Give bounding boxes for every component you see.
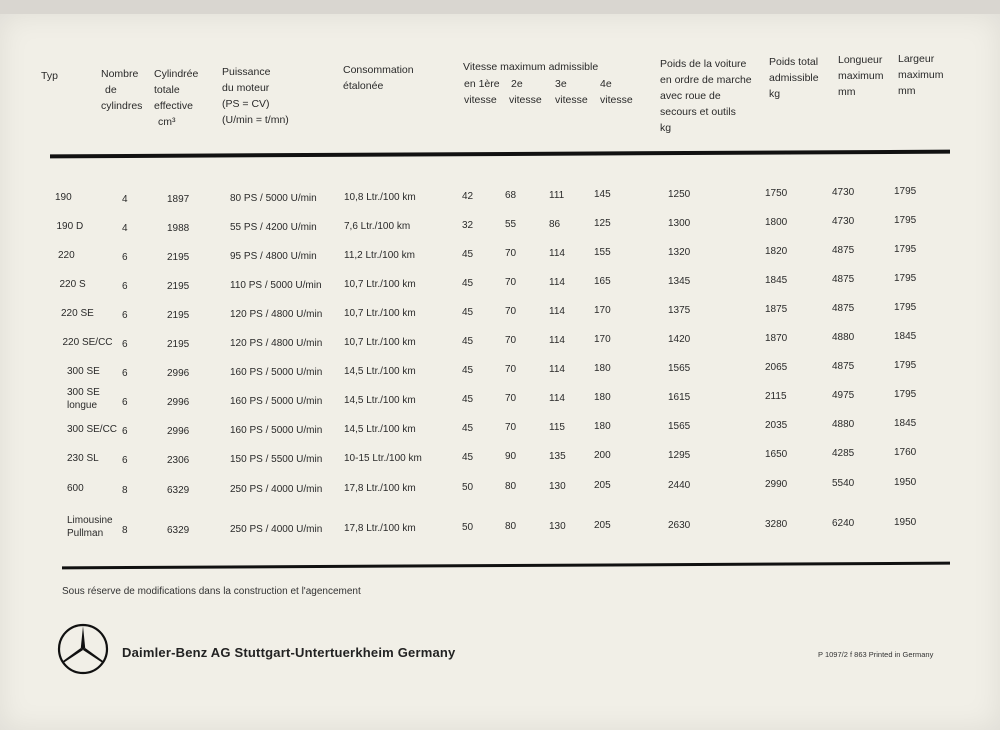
row-long: 5540 bbox=[832, 477, 855, 489]
row-ptotal: 1870 bbox=[765, 332, 788, 344]
row-poids: 2440 bbox=[668, 479, 691, 491]
row-v4: 180 bbox=[594, 363, 611, 375]
row-v2: 70 bbox=[505, 393, 517, 405]
row-long: 4880 bbox=[832, 418, 855, 430]
row-ps: 160 PS / 5000 U/min bbox=[230, 395, 323, 407]
row-v1: 50 bbox=[462, 481, 474, 493]
row-cons: 11,2 Ltr./100 km bbox=[344, 249, 415, 261]
row-v2: 55 bbox=[505, 219, 517, 231]
mercedes-star-icon bbox=[57, 623, 109, 675]
row-v2: 70 bbox=[505, 422, 517, 434]
row-cm3: 2996 bbox=[167, 367, 190, 379]
row-ps: 120 PS / 4800 U/min bbox=[230, 308, 323, 320]
header-cylindree: Cylindrée totale effective cm³ bbox=[154, 68, 199, 128]
row-cons: 7,6 Ltr./100 km bbox=[344, 220, 411, 232]
row-cons: 10,8 Ltr./100 km bbox=[344, 191, 416, 203]
row-ps: 80 PS / 5000 U/min bbox=[230, 192, 317, 204]
row-larg: 1795 bbox=[894, 244, 917, 256]
row-poids: 1615 bbox=[668, 391, 691, 403]
row-typ bbox=[57, 220, 84, 233]
row-typ-line: longue bbox=[67, 400, 98, 411]
row-cm3: 1988 bbox=[167, 222, 190, 234]
company-name: Daimler-Benz AG Stuttgart-Untertuerkheim Germany bbox=[122, 645, 456, 660]
header-typ: Typ bbox=[41, 70, 58, 82]
row-cyl: 6 bbox=[122, 425, 128, 437]
row-poids: 1565 bbox=[668, 362, 691, 374]
row-v3: 114 bbox=[549, 334, 565, 346]
row-typ bbox=[55, 191, 72, 204]
row-v4: 200 bbox=[594, 450, 611, 462]
row-v1: 45 bbox=[462, 393, 474, 405]
row-typ bbox=[67, 482, 84, 495]
row-cons: 17,8 Ltr./100 km bbox=[344, 522, 416, 534]
row-v2: 68 bbox=[505, 190, 517, 202]
row-typ-line: 300 SE bbox=[67, 366, 100, 377]
row-typ-line: 600 bbox=[67, 483, 84, 494]
row-v3: 114 bbox=[549, 247, 565, 259]
row-v1: 45 bbox=[462, 277, 474, 289]
row-larg: 1950 bbox=[894, 477, 917, 489]
print-code: P 1097/2 f 863 Printed in Germany bbox=[818, 650, 934, 659]
row-ptotal: 3280 bbox=[765, 518, 788, 530]
row-v2: 70 bbox=[505, 248, 517, 260]
row-v1: 32 bbox=[462, 219, 474, 231]
row-cyl: 6 bbox=[122, 251, 128, 263]
row-v1: 45 bbox=[462, 306, 474, 318]
row-cons: 14,5 Ltr./100 km bbox=[344, 365, 416, 377]
row-poids: 2630 bbox=[668, 519, 691, 531]
row-ptotal: 1820 bbox=[765, 245, 788, 257]
row-cons: 17,8 Ltr./100 km bbox=[344, 482, 416, 494]
row-v1: 45 bbox=[462, 248, 474, 260]
header-poids-voiture: Poids de la voiture en ordre de marche avec roue de secours et outils kg bbox=[660, 58, 752, 134]
row-long: 4875 bbox=[832, 273, 855, 285]
row-v2: 70 bbox=[505, 335, 517, 347]
row-cm3: 2195 bbox=[167, 251, 190, 263]
row-poids: 1420 bbox=[668, 333, 691, 345]
row-typ bbox=[67, 514, 113, 540]
row-ptotal: 2035 bbox=[765, 419, 788, 431]
row-cm3: 2306 bbox=[167, 454, 190, 466]
row-ptotal: 1875 bbox=[765, 303, 788, 315]
row-ps: 250 PS / 4000 U/min bbox=[230, 483, 323, 495]
spec-sheet bbox=[0, 14, 1000, 730]
row-typ-line: 300 SE bbox=[67, 387, 100, 398]
row-ptotal: 2065 bbox=[765, 361, 788, 373]
row-long: 4285 bbox=[832, 447, 855, 459]
header-vitesse-2: 2e vitesse bbox=[509, 78, 542, 106]
row-v1: 45 bbox=[462, 364, 474, 376]
row-larg: 1760 bbox=[894, 447, 917, 459]
header-puissance: Puissance du moteur (PS = CV) (U/min = t/mn) bbox=[222, 66, 289, 126]
row-long: 4880 bbox=[832, 331, 855, 343]
row-v4: 170 bbox=[594, 334, 611, 346]
row-v3: 114 bbox=[549, 363, 565, 375]
row-v4: 145 bbox=[594, 189, 611, 201]
row-cm3: 2195 bbox=[167, 338, 190, 350]
row-cyl: 6 bbox=[122, 454, 128, 466]
row-v1: 45 bbox=[462, 422, 474, 434]
header-nombre: Nombre de cylindres bbox=[101, 68, 143, 112]
row-v3: 130 bbox=[549, 520, 566, 532]
row-cyl: 6 bbox=[122, 338, 128, 350]
row-cyl: 4 bbox=[122, 193, 128, 205]
header-rule bbox=[50, 150, 950, 159]
row-v3: 114 bbox=[549, 305, 565, 317]
row-typ bbox=[63, 336, 113, 349]
row-larg: 1795 bbox=[894, 186, 917, 198]
row-ptotal: 1750 bbox=[765, 187, 788, 199]
row-v1: 50 bbox=[462, 521, 474, 533]
row-cm3: 2996 bbox=[167, 425, 190, 437]
header-consommation: Consommation étalonée bbox=[343, 64, 414, 92]
row-cyl: 6 bbox=[122, 280, 128, 292]
row-ps: 110 PS / 5000 U/min bbox=[230, 279, 322, 291]
row-poids: 1295 bbox=[668, 449, 691, 461]
row-cm3: 2996 bbox=[167, 396, 190, 408]
row-typ-line: 190 bbox=[55, 192, 72, 203]
row-v4: 165 bbox=[594, 276, 611, 288]
row-typ-line: 230 SL bbox=[67, 453, 99, 464]
row-typ bbox=[60, 278, 86, 291]
row-v1: 45 bbox=[462, 451, 474, 463]
row-larg: 1795 bbox=[894, 360, 917, 372]
row-v3: 86 bbox=[549, 218, 561, 230]
header-vitesse-3: 3e vitesse bbox=[555, 78, 588, 106]
header-vitesse-title: Vitesse maximum admissible bbox=[463, 61, 599, 73]
row-v2: 70 bbox=[505, 364, 517, 376]
row-typ bbox=[61, 307, 94, 320]
row-v2: 90 bbox=[505, 451, 517, 463]
header-largeur: Largeur maximum mm bbox=[898, 53, 944, 97]
row-cm3: 6329 bbox=[167, 524, 190, 536]
row-ptotal: 1650 bbox=[765, 448, 788, 460]
row-typ-line: 190 D bbox=[56, 221, 84, 232]
row-typ-line: Limousine bbox=[67, 515, 113, 526]
row-cons: 14,5 Ltr./100 km bbox=[344, 423, 416, 435]
row-typ-line: 220 S bbox=[59, 279, 86, 290]
header-vitesse-1: en 1ère vitesse bbox=[464, 78, 500, 106]
row-poids: 1565 bbox=[668, 420, 691, 432]
row-ptotal: 1800 bbox=[765, 216, 788, 228]
row-ps: 55 PS / 4200 U/min bbox=[230, 221, 317, 233]
row-poids: 1375 bbox=[668, 304, 691, 316]
row-larg: 1795 bbox=[894, 389, 917, 401]
row-cons: 10,7 Ltr./100 km bbox=[344, 336, 416, 348]
row-ps: 95 PS / 4800 U/min bbox=[230, 250, 317, 262]
row-typ-line: 220 bbox=[58, 250, 75, 261]
row-cons: 14,5 Ltr./100 km bbox=[344, 394, 416, 406]
row-v4: 170 bbox=[594, 305, 611, 317]
row-cm3: 2195 bbox=[167, 309, 190, 321]
header-vitesse-4: 4e vitesse bbox=[600, 78, 633, 106]
row-v1: 45 bbox=[462, 335, 474, 347]
row-typ bbox=[67, 423, 117, 436]
row-v2: 70 bbox=[505, 306, 517, 318]
row-cm3: 6329 bbox=[167, 484, 190, 496]
row-ps: 120 PS / 4800 U/min bbox=[230, 337, 323, 349]
row-larg: 1845 bbox=[894, 418, 917, 430]
row-cons: 10-15 Ltr./100 km bbox=[344, 452, 422, 464]
row-ps: 160 PS / 5000 U/min bbox=[230, 366, 323, 378]
row-v4: 125 bbox=[594, 218, 611, 230]
row-cyl: 8 bbox=[122, 524, 128, 536]
row-typ bbox=[67, 452, 99, 465]
row-v4: 180 bbox=[594, 392, 611, 404]
row-cyl: 6 bbox=[122, 396, 128, 408]
row-larg: 1795 bbox=[894, 215, 917, 227]
footnote: Sous réserve de modifications dans la construction et l'agencement bbox=[62, 586, 361, 597]
row-larg: 1950 bbox=[894, 517, 917, 529]
row-long: 4730 bbox=[832, 215, 855, 227]
row-cm3: 2195 bbox=[167, 280, 190, 292]
row-v2: 80 bbox=[505, 521, 517, 533]
row-v3: 114 bbox=[549, 392, 565, 404]
row-cm3: 1897 bbox=[167, 193, 190, 205]
row-typ-line: 220 SE/CC bbox=[62, 337, 113, 348]
row-poids: 1345 bbox=[668, 275, 691, 287]
row-typ bbox=[67, 365, 100, 378]
row-typ-line: Pullman bbox=[67, 528, 104, 539]
row-long: 6240 bbox=[832, 517, 855, 529]
row-long: 4875 bbox=[832, 302, 855, 314]
row-long: 4875 bbox=[832, 244, 855, 256]
row-v4: 155 bbox=[594, 247, 611, 259]
footer-rule bbox=[62, 562, 950, 570]
row-v2: 80 bbox=[505, 481, 517, 493]
row-v3: 135 bbox=[549, 450, 566, 462]
row-ptotal: 2115 bbox=[765, 390, 787, 402]
row-v3: 111 bbox=[549, 189, 565, 201]
row-v4: 180 bbox=[594, 421, 611, 433]
row-poids: 1320 bbox=[668, 246, 691, 258]
row-ps: 250 PS / 4000 U/min bbox=[230, 523, 323, 535]
row-poids: 1300 bbox=[668, 217, 691, 229]
row-typ-line: 220 SE bbox=[61, 308, 94, 319]
row-larg: 1845 bbox=[894, 331, 917, 343]
row-typ bbox=[67, 386, 100, 412]
row-long: 4730 bbox=[832, 186, 855, 198]
row-ptotal: 2990 bbox=[765, 478, 788, 490]
row-larg: 1795 bbox=[894, 302, 917, 314]
row-typ bbox=[58, 249, 75, 262]
row-v4: 205 bbox=[594, 480, 611, 492]
header-longueur: Longueur maximum mm bbox=[838, 54, 884, 98]
row-cyl: 6 bbox=[122, 367, 128, 379]
row-cons: 10,7 Ltr./100 km bbox=[344, 278, 416, 290]
header-poids-total: Poids total admissible kg bbox=[769, 56, 819, 100]
row-v4: 205 bbox=[594, 520, 611, 532]
row-long: 4975 bbox=[832, 389, 855, 401]
row-cyl: 6 bbox=[122, 309, 128, 321]
row-v2: 70 bbox=[505, 277, 517, 289]
row-cyl: 8 bbox=[122, 484, 128, 496]
row-typ-line: 300 SE/CC bbox=[67, 424, 118, 435]
row-cons: 10,7 Ltr./100 km bbox=[344, 307, 416, 319]
row-larg: 1795 bbox=[894, 273, 917, 285]
row-v3: 130 bbox=[549, 480, 566, 492]
row-ptotal: 1845 bbox=[765, 274, 788, 286]
row-v1: 42 bbox=[462, 190, 474, 202]
row-ps: 160 PS / 5000 U/min bbox=[230, 424, 323, 436]
row-ps: 150 PS / 5500 U/min bbox=[230, 453, 323, 465]
row-poids: 1250 bbox=[668, 188, 691, 200]
row-long: 4875 bbox=[832, 360, 855, 372]
row-cyl: 4 bbox=[122, 222, 128, 234]
row-v3: 115 bbox=[549, 421, 565, 433]
row-v3: 114 bbox=[549, 276, 565, 288]
